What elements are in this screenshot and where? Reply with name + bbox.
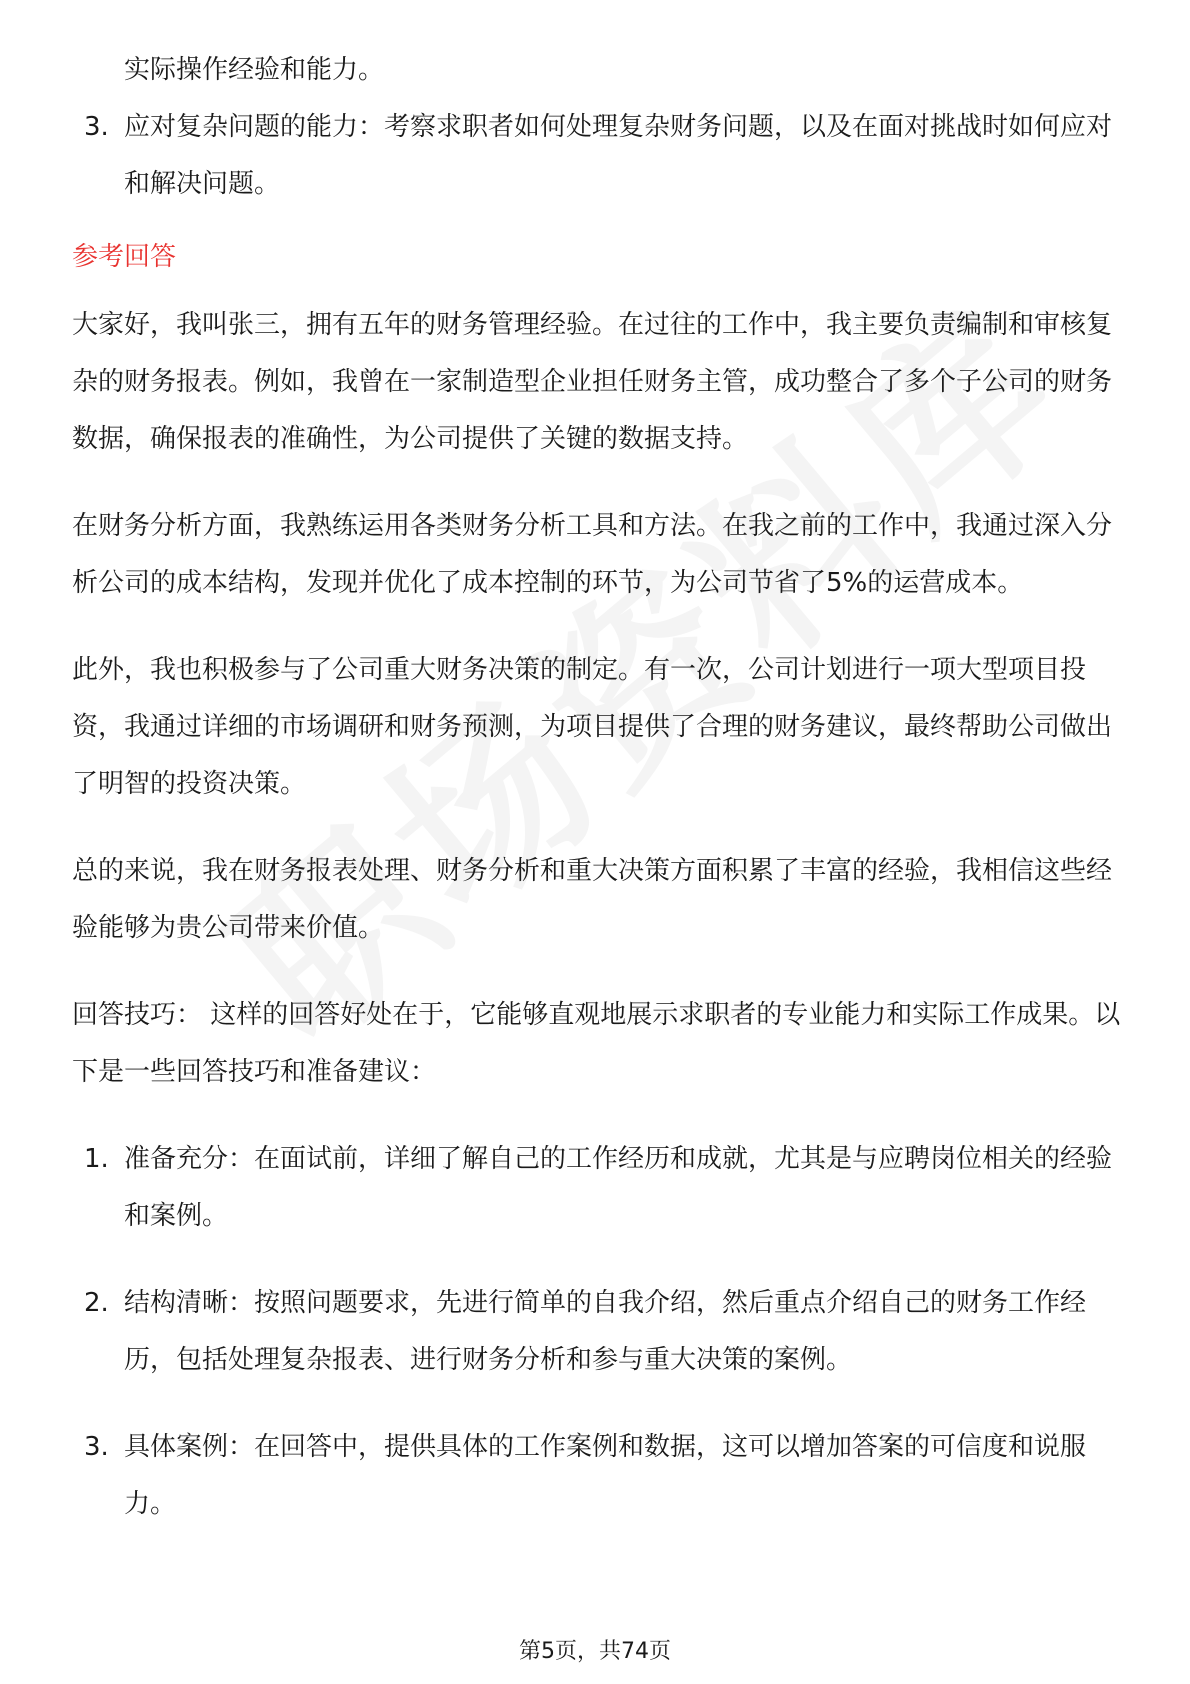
list-item [72,1131,1132,1245]
list-number: 1. [84,1144,109,1174]
list-number: 2. [84,1288,109,1318]
list-item [72,1275,1132,1389]
list-item [72,1419,1132,1533]
page-content [72,42,1132,1563]
list-number: 3. [84,1432,109,1462]
list-item-text: 准备充分：在面试前，详细了解自己的工作经历和成就，尤其是与应聘岗位相关的经验和案例。 [124,1144,1113,1231]
answer-paragraph-summary: 总的来说，我在财务报表处理、财务分析和重大决策方面积累了丰富的经验，我相信这些经验能够为贵公司带来价值。 [72,856,1113,943]
list-number: 3. [84,112,109,142]
answer-paragraph-decision: 此外，我也积极参与了公司重大财务决策的制定。有一次，公司计划进行一项大型项目投资，我通过详细的市场调研和财务预测，为项目提供了合理的财务建议，最终帮助公司做出了明智的投资决策。 [72,655,1113,799]
list-item [72,99,1132,213]
page-number-footer: 第5页，共74页 [519,1639,671,1664]
list-item-text: 应对复杂问题的能力：考察求职者如何处理复杂财务问题，以及在面对挑战时如何应对和解决问题。 [124,112,1113,199]
section-heading: 参考回答 [72,242,177,272]
tips-list [72,1131,1132,1533]
answer-paragraph-analysis: 在财务分析方面，我熟练运用各类财务分析工具和方法。在我之前的工作中，我通过深入分析公司的成本结构，发现并优化了成本控制的环节，为公司节省了5%的运营成本。 [72,511,1113,598]
list-item-text: 具体案例：在回答中，提供具体的工作案例和数据，这可以增加答案的可信度和说服力。 [124,1432,1087,1519]
question-points-list [72,99,1132,213]
answer-paragraph-intro: 大家好，我叫张三，拥有五年的财务管理经验。在过往的工作中，我主要负责编制和审核复杂的财务报表。例如，我曾在一家制造型企业担任财务主管，成功整合了多个子公司的财务数据，确保报表的准确性，为公司提供了关键的数据支持。 [72,310,1113,454]
list-item-text: 结构清晰：按照问题要求，先进行简单的自我介绍，然后重点介绍自己的财务工作经历，包括处理复杂报表、进行财务分析和参与重大决策的案例。 [124,1288,1087,1375]
answer-tips-intro: 回答技巧： 这样的回答好处在于，它能够直观地展示求职者的专业能力和实际工作成果。以下是一些回答技巧和准备建议： [72,1000,1121,1087]
list-item-continuation: 实际操作经验和能力。 [124,55,385,85]
